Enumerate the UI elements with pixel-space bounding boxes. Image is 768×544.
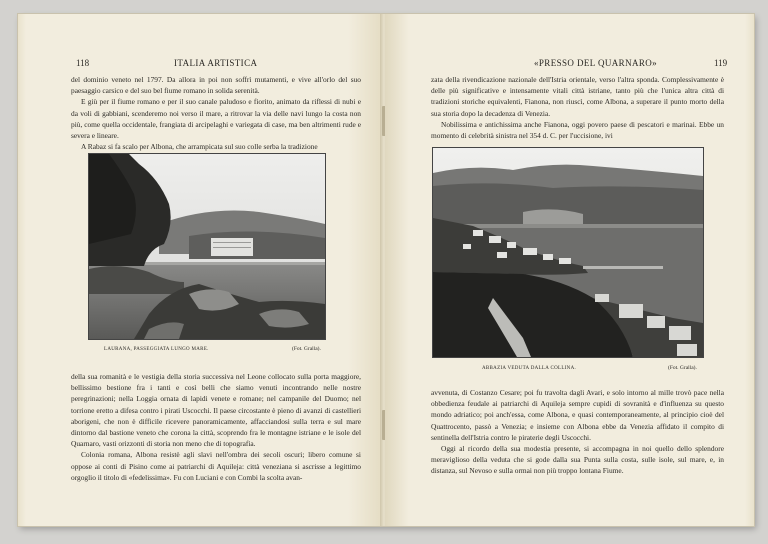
open-book: [18, 14, 754, 526]
right-photo-credit: (Fot. Gralla).: [668, 365, 697, 371]
paragraph: della sua romanità e le vestigia della storia successiva nel Leone collocato sulla porta maggiore, bellissimo bestione fra i tanti e così belli che siamo venuti incontrando nelle nostre peregrinazioni; nella Loggia ornata di lapidi venete e romane; nel campanile del Duomo; nel torrione eretto a difesa contro i pirati Uscocchi. Il paese circostante è pieno di avanzi di castellieri aborigeni, che non è difficile ricevere panoramicamente, affacciandosi sulla terra e sul mare dintorno dal bastione veneto che corona la città, scoprendo fra le montagne istriane e le isole del Quarnaro, vasti orizzonti di storia non meno che di topografia.: [71, 372, 361, 449]
right-top-text: [431, 74, 724, 141]
photo-abbazia: [432, 147, 704, 358]
left-photo-credit: (Fot. Gralla).: [292, 346, 321, 352]
paragraph: Colonia romana, Albona resistè agli slavi nell'ombra dei secoli oscuri; libero comune si oppose ai conti di Pisino come ai patriarchi di Aquileja: città veneziana si ascrisse a legittimo orgoglio il titolo di «fedelissima». Fu con Luciani e con Combi la scolta avan-: [71, 450, 361, 482]
paragraph: Oggi al ricordo della sua modestia presente, si accompagna in noi quello dello splendore meraviglioso della veduta che si gode dalla sua Punta sulla costa, sulle isole, sul mare, e, in distanza, sul Nevoso e sulla ormai non più troppo lontana Fiume.: [431, 444, 724, 476]
left-page: [18, 14, 384, 526]
right-page: [385, 14, 754, 526]
left-page-number: 118: [76, 58, 90, 68]
left-top-text: [71, 74, 361, 152]
right-running-head: «PRESSO DEL QUARNARO»: [534, 58, 658, 68]
left-photo-caption: LAURANA, PASSEGGIATA LUNGO MARE.: [104, 347, 209, 352]
left-bottom-text: [71, 371, 361, 483]
right-bottom-text: [431, 387, 724, 477]
paragraph: E giù per il fiume romano e per il suo canale paludoso e fiorito, animato da riflessi di nubi e da voli di gabbiani, scenderemo noi verso il mare, a ritrovar la via delle navi lungo la costa non più, come quella occidentale, frangiata di arcipelaghi e variegata di case, ma ben altrimenti rude e severa e lineare.: [71, 97, 361, 141]
right-page-number: 119: [714, 58, 728, 68]
paragraph: Nobilissima e antichissima anche Fianona, oggi povero paese di pescatori e marinai. Ebbe un momento di celebrità sinistra nel 354 d. C. per l'uccisione, ivi: [431, 119, 724, 141]
paragraph: zata della rivendicazione nazionale dell'Istria orientale, verso l'altra sponda. Complessivamente è delle più significative e intensamente vitali città istriane, tanto più che l'unica altra città di tradizioni storiche equivalenti, Fianona, non riuscì, come Albona, a superare il punto morto della sua storia dopo la decadenza di Venezia.: [431, 75, 724, 118]
photo-laurana: [88, 153, 326, 340]
paragraph: avvenuta, di Costanzo Cesare; poi fu travolta dagli Avari, e solo intorno al mille trovò pace nella obbedienza feudale ai patriarchi di Aquileja sempre cupidi di sovranità e d'influenza su questo mondo adriatico; poi anch'essa, come Albona, e quasi contemporaneamente, al principio cioè del Quattrocento, passò a Venezia; e insieme con Albona ebbe da Venezia affidato il compito di sentinella dell'Istria contro le piraterie degli Uscocchi.: [431, 388, 724, 442]
paragraph: del dominio veneto nel 1797. Da allora in poi non soffrì mutamenti, e vive all'orlo del suo paesaggio carsico e del suo bel fiume romano in solida serenità.: [71, 75, 361, 96]
left-running-head: ITALIA ARTISTICA: [174, 58, 258, 68]
paragraph: A Rabaz si fa scalo per Albona, che arrampicata sul suo colle serba la tradizione: [81, 142, 318, 152]
right-photo-caption: ABBAZIA VEDUTA DALLA COLLINA.: [482, 366, 577, 371]
